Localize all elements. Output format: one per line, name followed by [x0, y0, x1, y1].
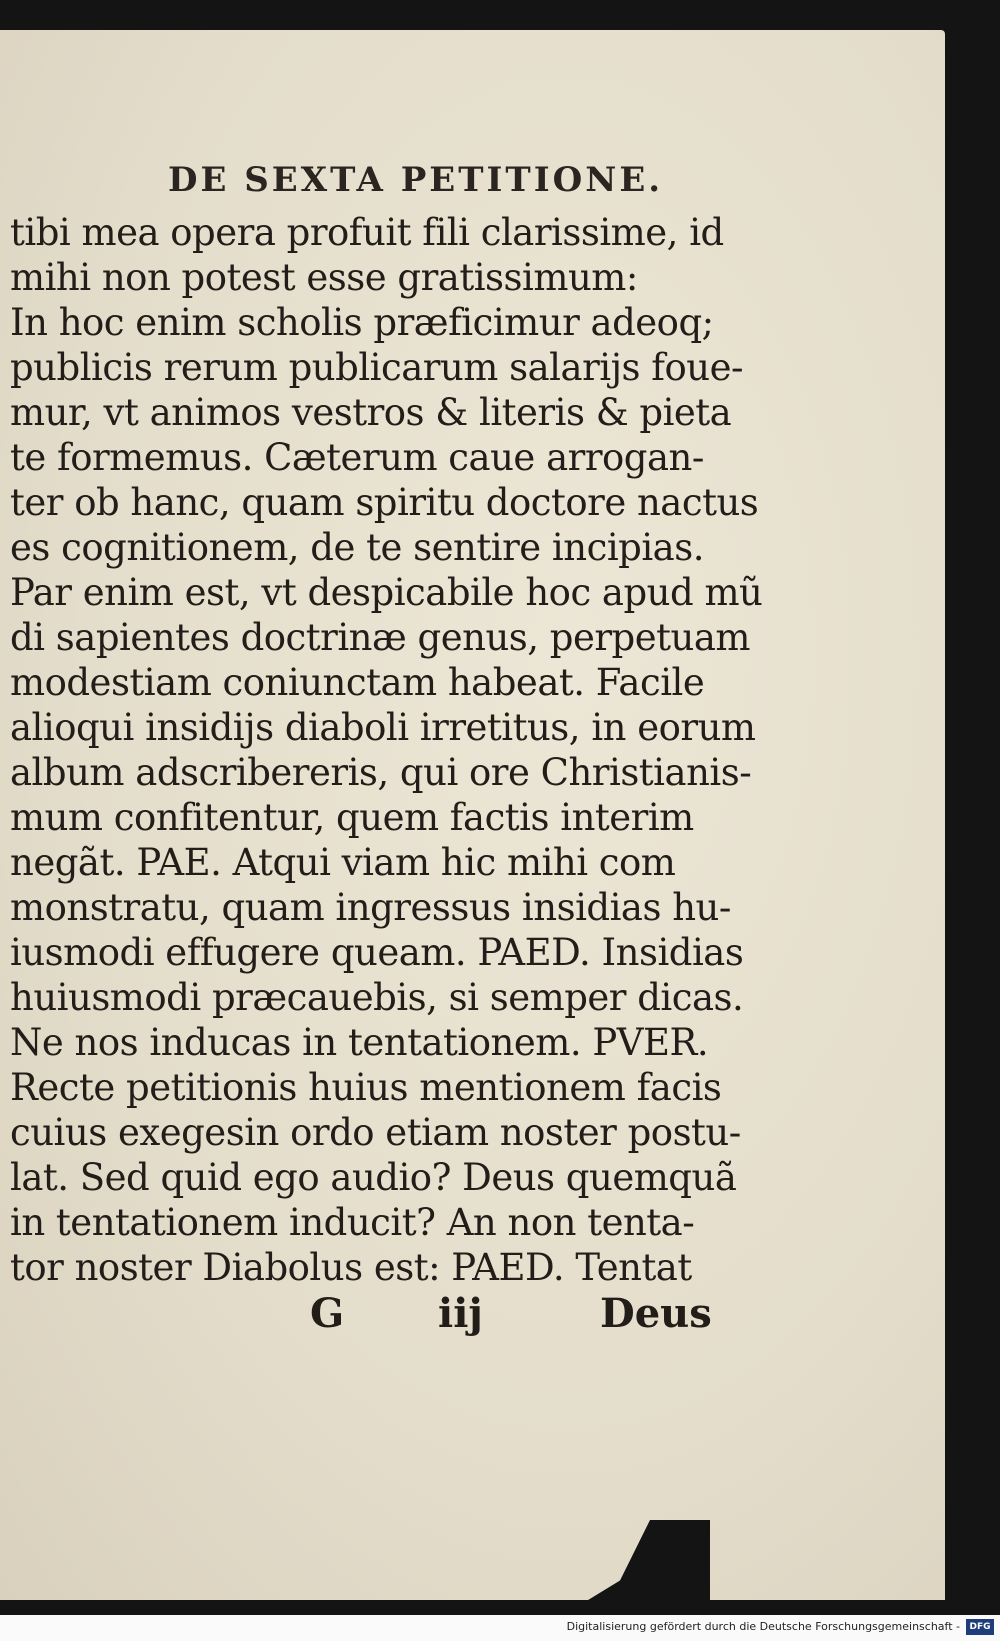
text-line: Ne nos inducas in tentationem. PVER.	[10, 1021, 709, 1064]
text-line: di sapientes doctrinæ genus, perpetuam	[10, 616, 750, 659]
text-line: In hoc enim scholis præficimur adeoq;	[10, 301, 714, 344]
text-line: tor noster Diabolus est: PAED. Tentat	[10, 1246, 692, 1289]
text-line: mur, vt animos vestros & literis & pieta	[10, 391, 732, 434]
text-line: publicis rerum publicarum salarijs foue-	[10, 346, 744, 389]
text-line: alioqui insidijs diaboli irretitus, in eorum	[10, 706, 756, 749]
text-line: negãt. PAE. Atqui viam hic mihi com	[10, 841, 676, 884]
text-line: album adscribereris, qui ore Christianis-	[10, 751, 752, 794]
text-line: tibi mea opera profuit fili clarissime, id	[10, 211, 724, 254]
running-header: DE SEXTA PETITIONE.	[168, 160, 664, 200]
text-line: modestiam coniunctam habeat. Facile	[10, 661, 705, 704]
text-line: Recte petitionis huius mentionem facis	[10, 1066, 722, 1109]
footer-bar	[0, 1615, 1000, 1641]
text-line: in tentationem inducit? An non tenta-	[10, 1201, 695, 1244]
text-line: lat. Sed quid ego audio? Deus quemquã	[10, 1156, 737, 1199]
text-line: mihi non potest esse gratissimum:	[10, 256, 638, 299]
catchword: Deus	[600, 1290, 712, 1337]
text-line: huiusmodi præcauebis, si semper dicas.	[10, 976, 744, 1019]
text-block	[10, 210, 763, 1290]
page-damage	[560, 1520, 710, 1630]
signature-mark: G	[310, 1290, 345, 1337]
text-line: monstratu, quam ingressus insidias hu-	[10, 886, 731, 929]
text-line: es cognitionem, de te sentire incipias.	[10, 526, 704, 569]
text-line: Par enim est, vt despicabile hoc apud mũ	[10, 571, 763, 614]
text-line: mum confitentur, quem factis interim	[10, 796, 694, 839]
text-line: cuius exegesin ordo etiam noster postu-	[10, 1111, 741, 1154]
folio-number: iij	[438, 1290, 483, 1337]
footer-credit: Digitalisierung gefördert durch die Deutsche Forschungsgemeinschaft -	[566, 1620, 960, 1633]
text-line: te formemus. Cæterum caue arrogan-	[10, 436, 704, 479]
text-line: ter ob hanc, quam spiritu doctore nactus	[10, 481, 759, 524]
dfg-logo: DFG	[966, 1619, 994, 1635]
text-line: iusmodi effugere queam. PAED. Insidias	[10, 931, 744, 974]
